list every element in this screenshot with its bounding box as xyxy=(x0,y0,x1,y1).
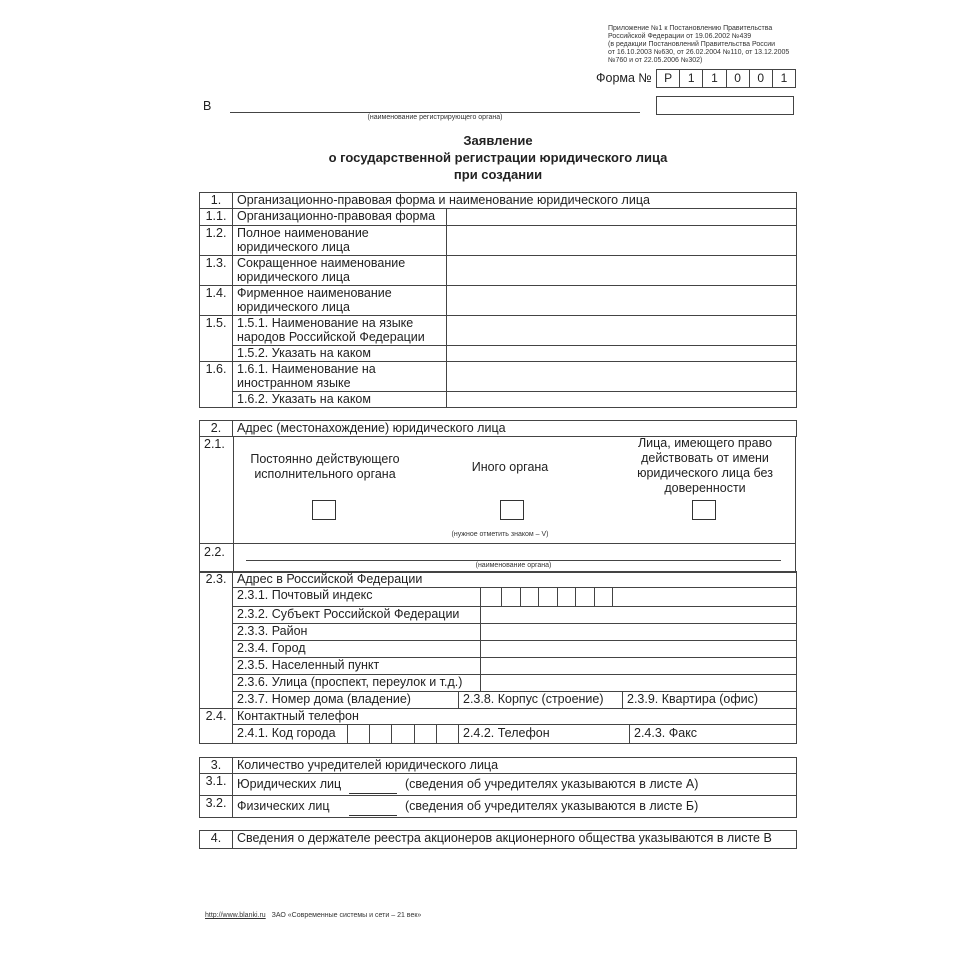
section-number: 1. xyxy=(200,193,233,209)
address-table xyxy=(199,571,797,744)
section-3-table xyxy=(199,757,797,818)
phone-fax-cell xyxy=(459,725,797,744)
form-number-label: Форма № xyxy=(596,71,652,85)
header-note-line: Приложение №1 к Постановлению Правительства xyxy=(608,25,773,32)
section-1-table xyxy=(199,192,797,408)
title-line: о государственной регистрации юридического лица xyxy=(328,150,668,165)
field-label: 1.6.1. Наименование на иностранном языке xyxy=(233,362,447,392)
brand-name-field[interactable] xyxy=(447,286,797,316)
full-name-field[interactable] xyxy=(447,226,797,256)
form-code-cell: 1 xyxy=(702,70,725,87)
field-label: Адрес в Российской Федерации xyxy=(233,572,797,588)
header-note-line: (в редакции Постановлений Правительства России xyxy=(608,41,776,48)
short-name-field[interactable] xyxy=(447,256,797,286)
settlement-field[interactable] xyxy=(481,658,797,675)
city-code-field[interactable] xyxy=(233,725,459,744)
field-label: Фирменное наименование юридического лица xyxy=(233,286,447,316)
row-number: 2.4. xyxy=(200,709,233,744)
field-label: Физических лиц xyxy=(237,799,330,813)
row-number-divider xyxy=(233,436,234,543)
section-4-table xyxy=(199,830,797,849)
foreign-name-field[interactable] xyxy=(447,362,797,392)
section-title: Количество учредителей юридического лица xyxy=(233,758,797,774)
header-note xyxy=(608,25,798,65)
field-label: 2.3.6. Улица (проспект, переулок и т.д.) xyxy=(233,675,481,692)
field-label: Юридических лиц xyxy=(237,777,342,791)
footer-company: ЗАО «Современные системы и сети – 21 век» xyxy=(271,912,422,919)
row-number: 1.4. xyxy=(200,286,233,316)
section-2-header xyxy=(199,420,797,437)
field-label: 2.4.1. Код города xyxy=(237,726,336,740)
flat-field[interactable]: 2.3.9. Квартира (офис) xyxy=(623,692,797,709)
registration-box[interactable] xyxy=(656,96,794,115)
org-legal-form-field[interactable] xyxy=(447,209,797,226)
house-number-field[interactable]: 2.3.7. Номер дома (владение) xyxy=(233,692,459,709)
phone-field[interactable]: 2.4.2. Телефон xyxy=(463,726,550,740)
row-number: 1.1. xyxy=(200,209,233,226)
field-label: 1.5.2. Указать на каком xyxy=(233,346,447,362)
form-code-cell: 0 xyxy=(749,70,772,87)
city-field[interactable] xyxy=(481,641,797,658)
field-note: (сведения об учредителях указываются в листе А) xyxy=(405,777,699,791)
section-number: 2. xyxy=(200,421,233,437)
section-text: Сведения о держателе реестра акционеров акционерного общества указываются в листе В xyxy=(233,831,797,849)
section-title: Адрес (местонахождение) юридического лица xyxy=(233,421,797,437)
option-label: Постоянно действующего исполнительного органа xyxy=(250,452,400,481)
section-title: Организационно-правовая форма и наименование юридического лица xyxy=(233,193,797,209)
field-label: 2.3.1. Почтовый индекс xyxy=(233,588,481,607)
section-2-1-block xyxy=(199,436,796,544)
form-code-cell: Р xyxy=(664,71,673,85)
other-organ-checkbox[interactable] xyxy=(500,500,524,520)
founders-individual-row xyxy=(233,796,797,818)
postal-index-field[interactable] xyxy=(481,588,797,607)
region-field[interactable] xyxy=(481,607,797,624)
fax-field[interactable]: 2.4.3. Факс xyxy=(629,725,796,743)
building-field[interactable]: 2.3.8. Корпус (строение) xyxy=(459,692,623,709)
executive-organ-checkbox[interactable] xyxy=(312,500,336,520)
field-label: 2.3.4. Город xyxy=(233,641,481,658)
form-code-cell: 1 xyxy=(772,70,795,87)
row-number: 3.1. xyxy=(200,774,233,796)
header-note-line: №760 и от 22.05.2006 №302) xyxy=(608,57,703,64)
form-code-cell: 1 xyxy=(679,70,702,87)
organ-name-field[interactable] xyxy=(246,560,781,561)
founders-legal-row xyxy=(233,774,797,796)
form-code-cell: 0 xyxy=(726,70,749,87)
field-label: Полное наименование юридического лица xyxy=(233,226,447,256)
native-language-field[interactable] xyxy=(447,346,797,362)
legal-founders-count-field[interactable] xyxy=(349,779,397,794)
option-label: Лица, имеющего право действовать от имени юридического лица без доверенности xyxy=(637,436,773,495)
header-note-line: от 16.10.2003 №630, от 26.02.2004 №110, от 13.12.2005 xyxy=(608,49,790,56)
field-label: 2.3.3. Район xyxy=(233,624,481,641)
row-number-divider xyxy=(233,544,234,572)
row-number: 2.2. xyxy=(204,545,225,559)
organ-name-caption: (наименование органа) xyxy=(475,562,552,569)
foreign-language-field[interactable] xyxy=(447,392,797,408)
row-number: 1.3. xyxy=(200,256,233,286)
title-line: при создании xyxy=(453,167,543,182)
field-label: 1.5.1. Наименование на языке народов Российской Федерации xyxy=(233,316,447,346)
field-label: 1.6.2. Указать на каком xyxy=(233,392,447,408)
authorized-person-checkbox[interactable] xyxy=(692,500,716,520)
to-label: В xyxy=(203,99,212,113)
section-number: 4. xyxy=(200,831,233,849)
district-field[interactable] xyxy=(481,624,797,641)
title-line: Заявление xyxy=(463,133,533,148)
page-title xyxy=(200,132,796,183)
registering-organ-field[interactable] xyxy=(230,111,640,113)
street-field[interactable] xyxy=(481,675,797,692)
field-label: Организационно-правовая форма xyxy=(233,209,447,226)
form-code-cells xyxy=(656,69,796,88)
field-note: (сведения об учредителях указываются в листе Б) xyxy=(405,799,699,813)
field-label: Контактный телефон xyxy=(233,709,797,725)
row-number: 1.5. xyxy=(200,316,233,362)
footer xyxy=(205,912,421,919)
section-number: 3. xyxy=(200,758,233,774)
row-number: 2.1. xyxy=(204,437,225,451)
field-label: 2.3.2. Субъект Российской Федерации xyxy=(233,607,481,624)
section-2-2-block xyxy=(199,543,796,573)
option-label: Иного органа xyxy=(471,460,549,474)
checkbox-hint: (нужное отметить знаком – V) xyxy=(451,531,549,538)
row-number: 2.3. xyxy=(200,572,233,709)
registering-organ-caption: (наименование регистрирующего органа) xyxy=(367,114,503,121)
field-label: Сокращенное наименование юридического лица xyxy=(233,256,447,286)
individual-founders-count-field[interactable] xyxy=(349,801,397,816)
row-number: 1.2. xyxy=(200,226,233,256)
native-language-name-field[interactable] xyxy=(447,316,797,346)
field-label: 2.3.5. Населенный пункт xyxy=(233,658,481,675)
row-number: 1.6. xyxy=(200,362,233,408)
footer-link[interactable]: http://www.blanki.ru xyxy=(205,912,266,919)
header-note-line: Российской Федерации от 19.06.2002 №439 xyxy=(608,33,752,40)
row-number: 3.2. xyxy=(200,796,233,818)
